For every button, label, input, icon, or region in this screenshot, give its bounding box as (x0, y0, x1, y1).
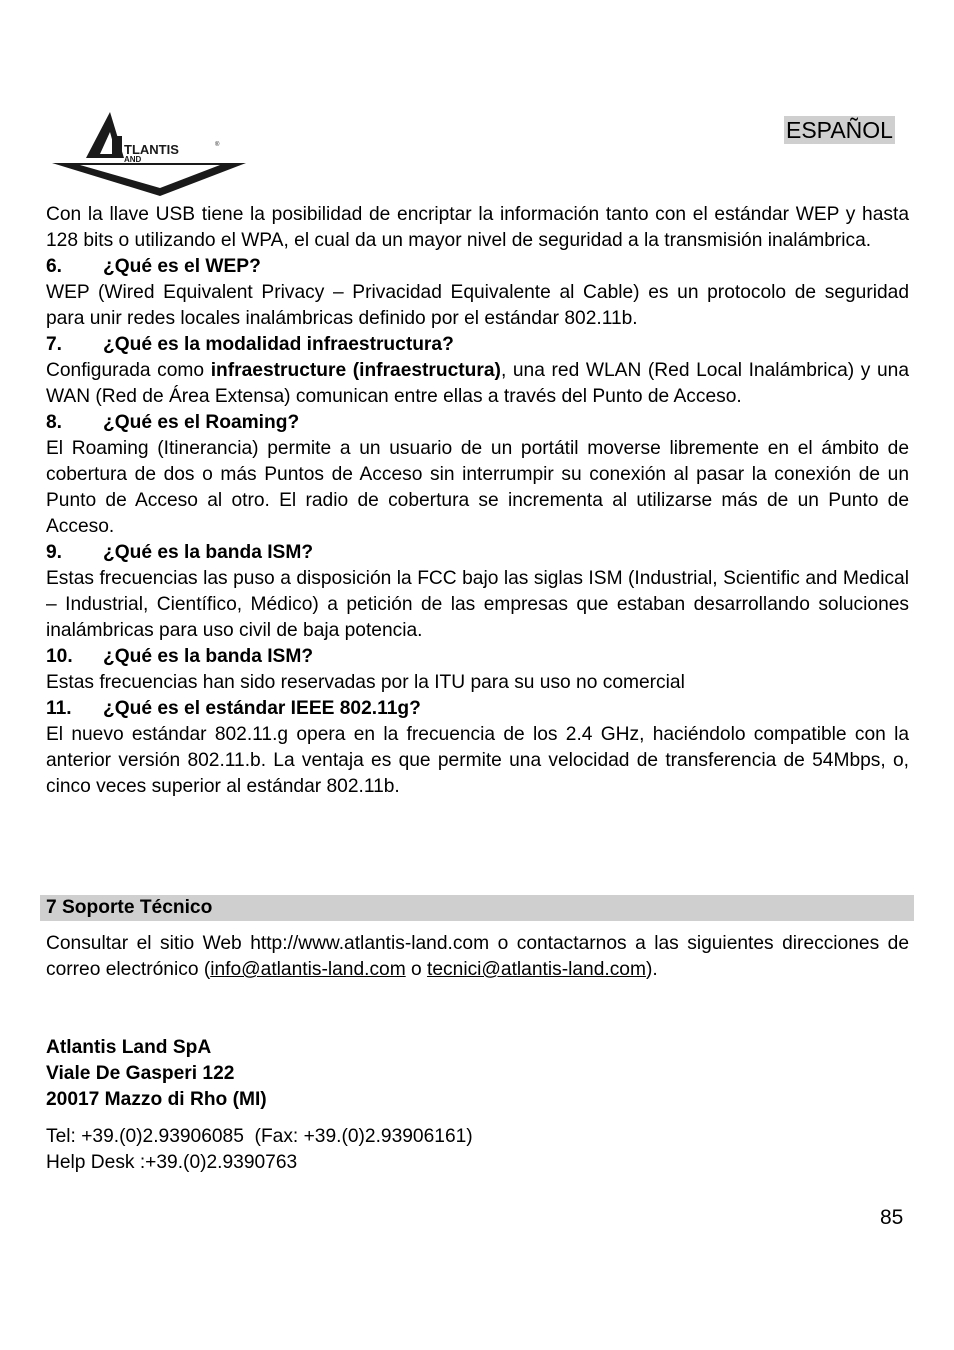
svg-text:TLANTIS: TLANTIS (124, 142, 179, 157)
phone-fax: Tel: +39.(0)2.93906085 (Fax: +39.(0)2.93906161) (46, 1126, 473, 1147)
faq-question-10: 10. ¿Qué es la banda ISM? (46, 646, 314, 667)
atlantis-logo-icon (50, 108, 250, 198)
faq-content (46, 202, 909, 800)
section-title-support: 7 Soporte Técnico (40, 895, 914, 921)
faq-answer-8: El Roaming (Itinerancia) permite a un usuario de un portátil moverse libremente en el ámbito de cobertura de dos o más Puntos de Acceso sin interrumpir su conexión al pasar la conexión de un Punto de Acceso al otro. El radio de cobertura se incrementa al utilizarse más de un Punto de Acceso. (46, 438, 909, 537)
faq-question-6: 6. ¿Qué es el WEP? (46, 256, 261, 277)
email-link-tecnici[interactable]: tecnici@atlantis-land.com (427, 959, 646, 980)
email-link-info[interactable]: info@atlantis-land.com (210, 959, 406, 980)
faq-answer-6: WEP (Wired Equivalent Privacy – Privacidad Equivalente al Cable) es un protocolo de seguridad para unir redes locales inalámbricas definido por el estándar 802.11b. (46, 282, 909, 329)
intro-paragraph: Con la llave USB tiene la posibilidad de encriptar la información tanto con el estándar WEP y hasta 128 bits o utilizando el WPA, el cual da un mayor nivel de seguridad a la transmisión inalámbrica. (46, 204, 909, 251)
address-line-street: Viale De Gasperi 122 (46, 1063, 235, 1084)
language-label: ESPAÑOL (786, 117, 893, 143)
support-text: Consultar el sitio Web http://www.atlantis-land.com o contactarnos a las siguientes direcciones de correo electrónico (info@atlantis-land.com o tecnici@atlantis-land.com). (46, 933, 909, 980)
company-address (46, 1035, 267, 1113)
faq-question-7: 7. ¿Qué es la modalidad infraestructura? (46, 334, 454, 355)
faq-answer-7: Configurada como infraestructure (infraestructura), una red WLAN (Red Local Inalámbrica) y una WAN (Red de Área Extensa) comunican entre ellas a través del Punto de Acceso. (46, 360, 910, 407)
faq-answer-9: Estas frecuencias las puso a disposición la FCC bajo las siglas ISM (Industrial, Scientific and Medical – Industrial, Científico, Médico) a petición de las empresas que estaban desarrollando soluciones inalámbricas para uso civil de baja potencia. (46, 568, 909, 641)
faq-question-8: 8. ¿Qué es el Roaming? (46, 412, 300, 433)
help-desk: Help Desk :+39.(0)2.9390763 (46, 1152, 298, 1173)
contact-info (46, 1124, 473, 1176)
svg-text:AND: AND (124, 155, 142, 164)
atlantis-land-logo (50, 108, 250, 198)
page-number: 85 (880, 1206, 904, 1229)
faq-question-9: 9. ¿Qué es la banda ISM? (46, 542, 314, 563)
faq-answer-11: El nuevo estándar 802.11.g opera en la frecuencia de los 2.4 GHz, haciéndolo compatible con la anterior versión 802.11.b. La ventaja es que permite una velocidad de transferencia de 54Mbps, o, cinco veces superior al estándar 802.11b. (46, 724, 909, 797)
faq-answer-10: Estas frecuencias han sido reservadas por la ITU para su uso no comercial (46, 672, 685, 693)
faq-question-11: 11. ¿Qué es el estándar IEEE 802.11g? (46, 698, 421, 719)
svg-text:®: ® (215, 142, 220, 148)
address-line-city: 20017 Mazzo di Rho (MI) (46, 1089, 267, 1110)
address-line-company: Atlantis Land SpA (46, 1037, 212, 1058)
